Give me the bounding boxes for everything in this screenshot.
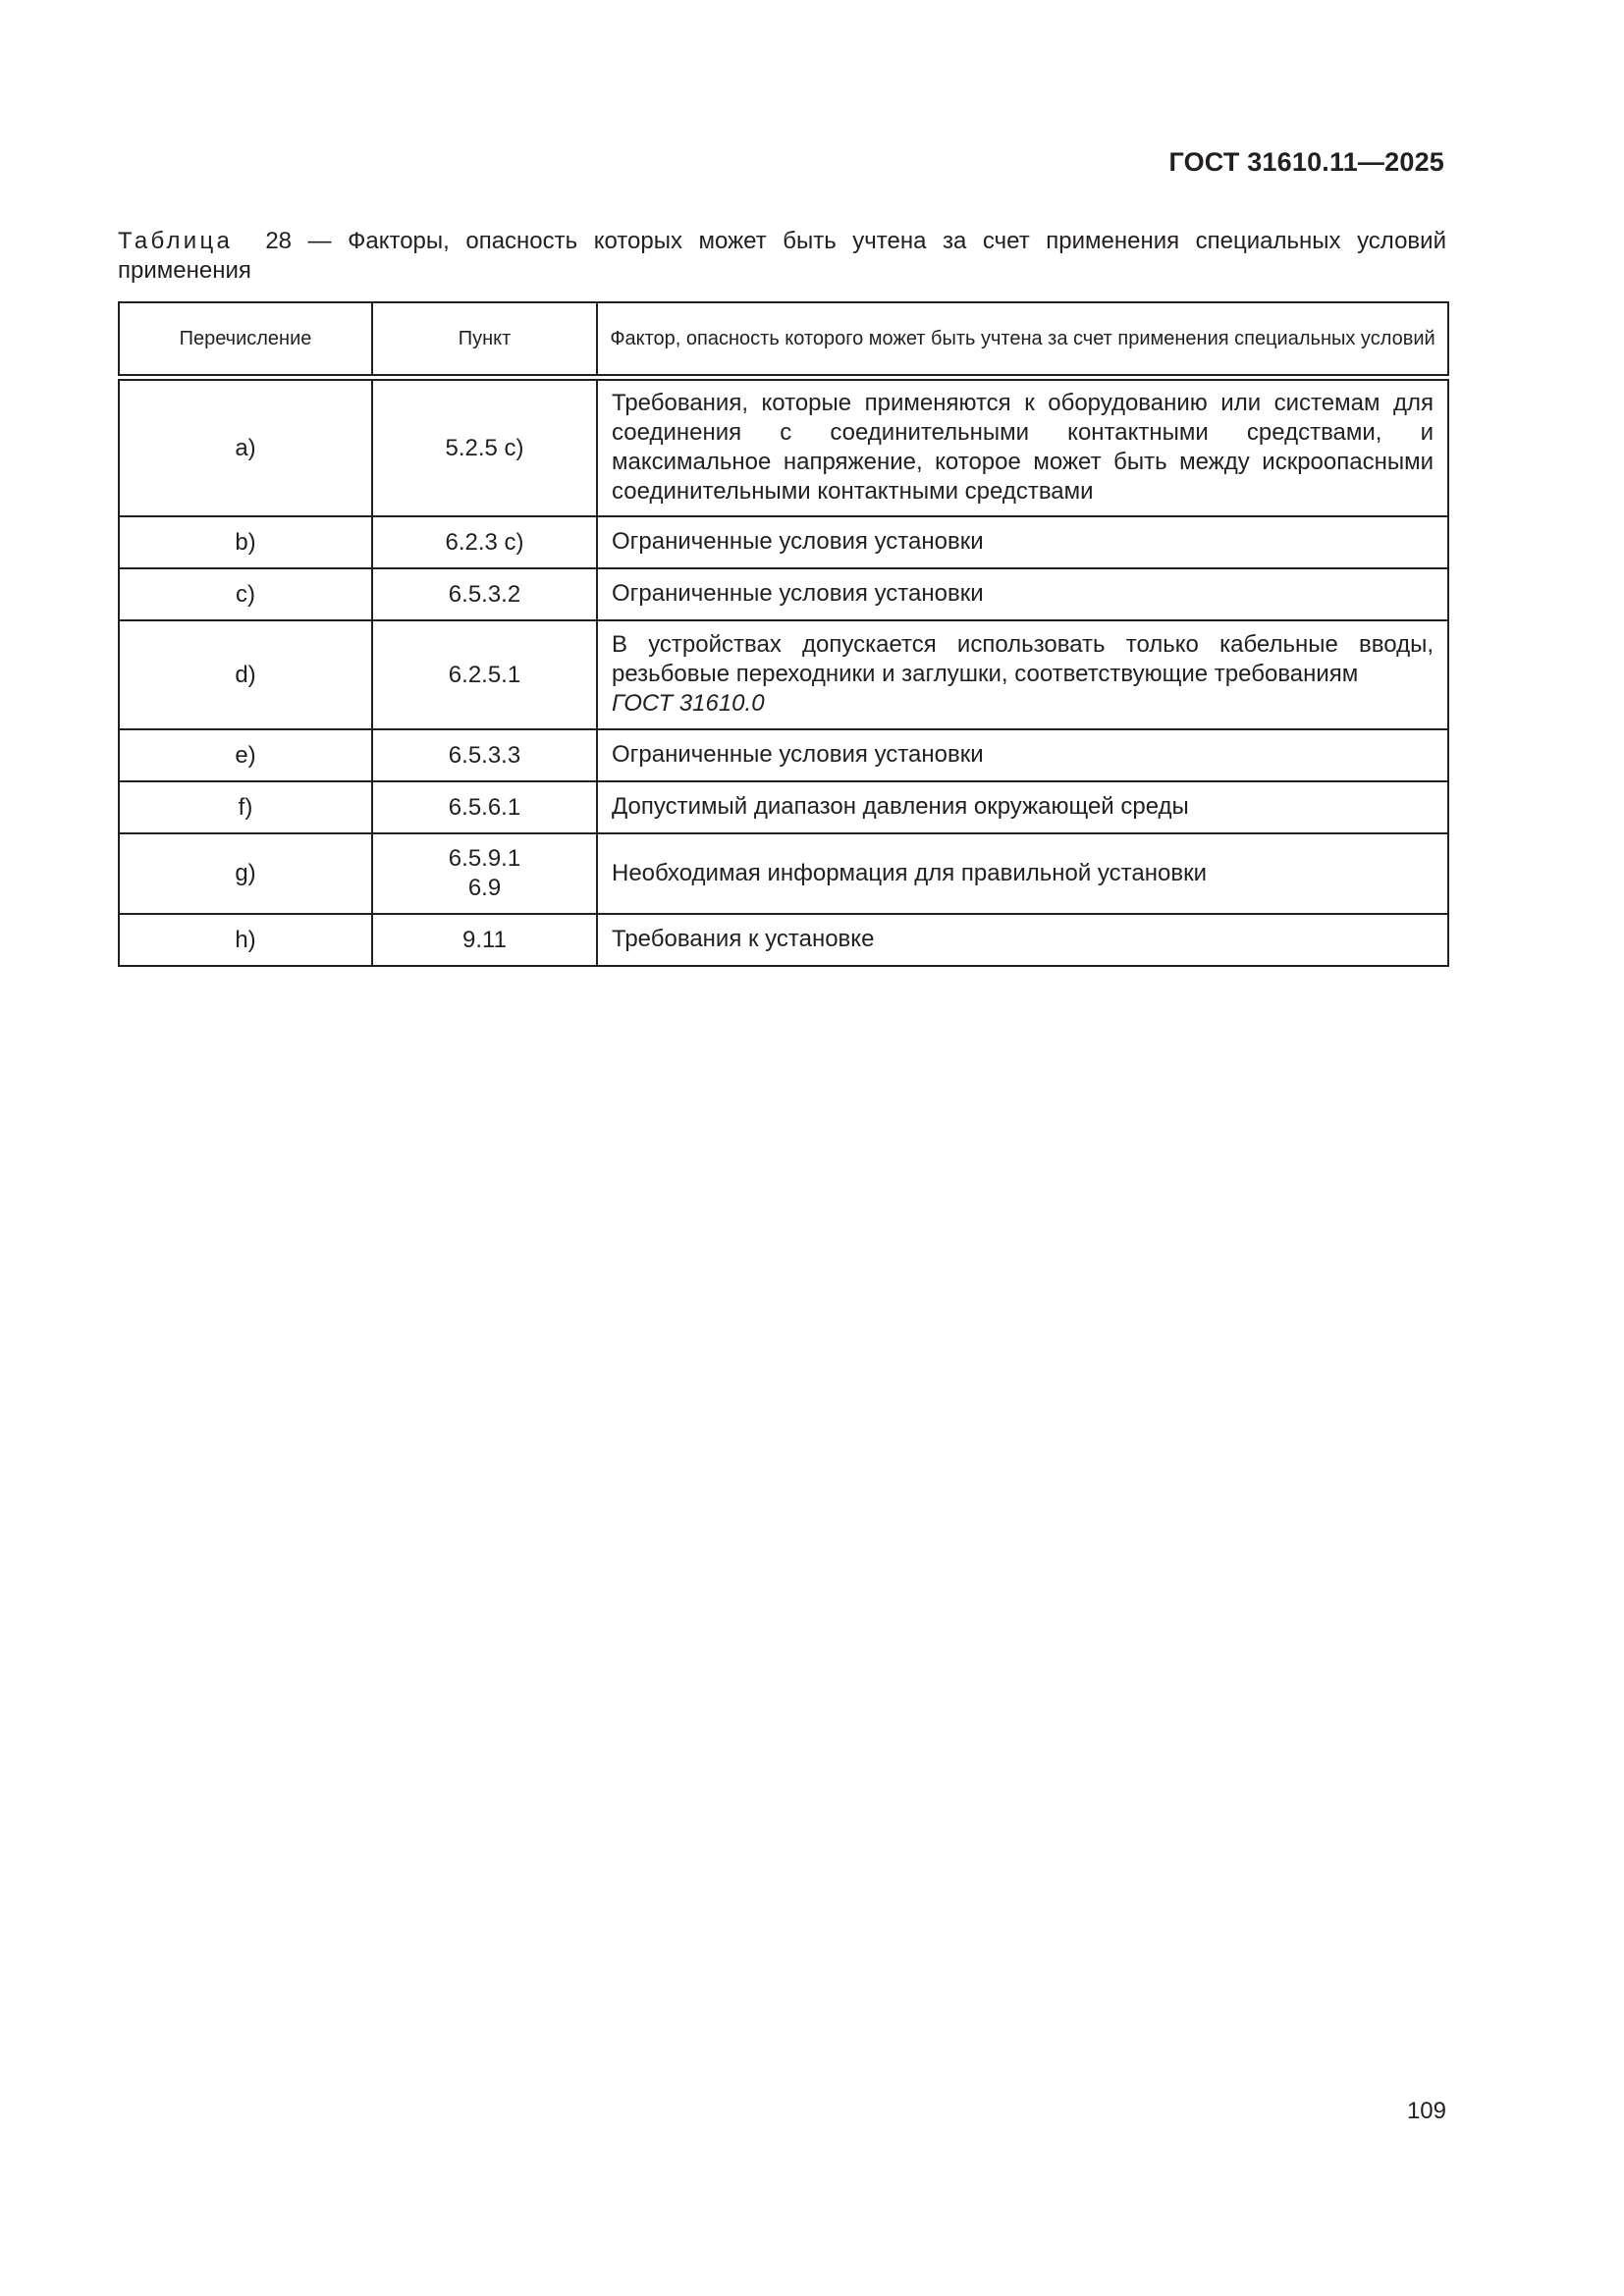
row-clause — [372, 833, 597, 914]
table-row — [119, 568, 1448, 620]
row-clause: 6.2.5.1 — [372, 620, 597, 729]
table-caption — [118, 227, 1446, 286]
row-factor — [597, 620, 1448, 729]
column-header-enumeration: Перечисление — [119, 302, 372, 378]
table-header-row — [119, 302, 1448, 378]
row-factor: Требования к установке — [597, 914, 1448, 966]
row-clause: 6.5.6.1 — [372, 781, 597, 833]
row-factor: Необходимая информация для правильной установки — [597, 833, 1448, 914]
table-row — [119, 729, 1448, 781]
table-row — [119, 781, 1448, 833]
document-code: ГОСТ 31610.11—2025 — [1168, 147, 1444, 177]
row-clause: 9.11 — [372, 914, 597, 966]
table-caption-text: 28 — Факторы, опасность которых может быть учтена за счет применения специальных условий применения — [118, 228, 1446, 284]
row-enumeration: b) — [119, 516, 372, 568]
standard-reference: ГОСТ 31610.0 — [612, 690, 765, 717]
row-clause-line-2: 6.9 — [467, 875, 502, 901]
row-factor: Требования, которые применяются к оборудованию или системам для соединения с соединительными контактными средствами, и максимальное напряжение, которое может быть между искроопасными соединительными контактными средствами — [597, 378, 1448, 517]
table-row — [119, 516, 1448, 568]
row-enumeration: c) — [119, 568, 372, 620]
row-clause: 6.2.3 c) — [372, 516, 597, 568]
row-clause: 6.5.3.2 — [372, 568, 597, 620]
row-enumeration: d) — [119, 620, 372, 729]
table-caption-label: Таблица — [118, 228, 234, 254]
row-enumeration: a) — [119, 378, 372, 517]
page-number: 109 — [1406, 2098, 1446, 2124]
column-header-factor: Фактор, опасность которого может быть учтена за счет применения специальных условий — [597, 302, 1448, 378]
table-row — [119, 833, 1448, 914]
row-enumeration: h) — [119, 914, 372, 966]
row-enumeration: g) — [119, 833, 372, 914]
column-header-clause: Пункт — [372, 302, 597, 378]
row-factor: Допустимый диапазон давления окружающей среды — [597, 781, 1448, 833]
table-row — [119, 914, 1448, 966]
row-enumeration: e) — [119, 729, 372, 781]
row-clause-line-1: 6.5.9.1 — [448, 845, 521, 872]
row-clause: 6.5.3.3 — [372, 729, 597, 781]
row-clause: 5.2.5 c) — [372, 378, 597, 517]
table-row — [119, 378, 1448, 517]
row-factor: Ограниченные условия установки — [597, 516, 1448, 568]
factors-table — [118, 301, 1449, 967]
row-factor: Ограниченные условия установки — [597, 729, 1448, 781]
table-row — [119, 620, 1448, 729]
row-factor-text: В устройствах допускается использовать только кабельные вводы, резьбовые переходники и заглушки, соответствующие требованиям — [612, 631, 1434, 687]
row-factor: Ограниченные условия установки — [597, 568, 1448, 620]
row-enumeration: f) — [119, 781, 372, 833]
